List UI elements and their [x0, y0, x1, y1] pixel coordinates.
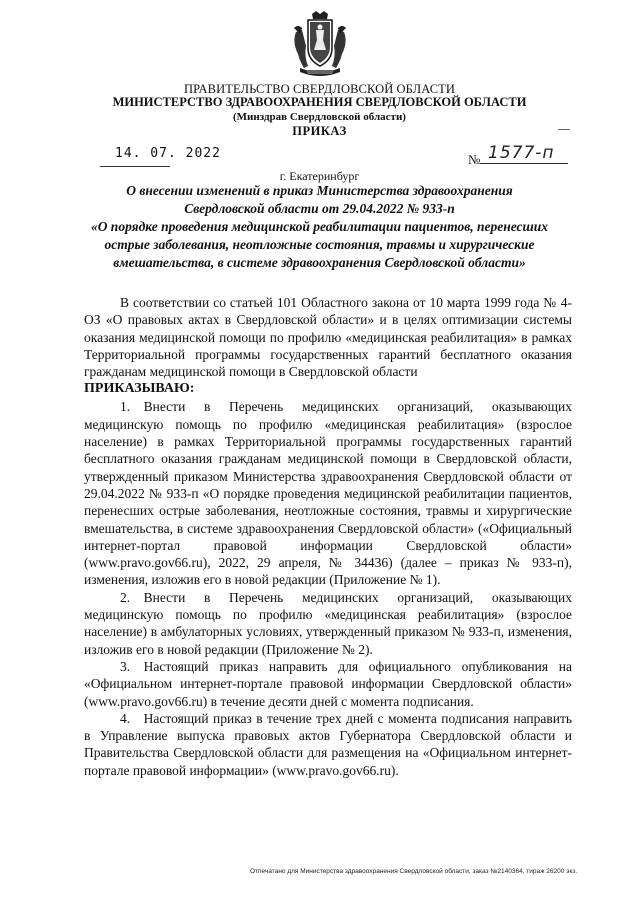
government-name: ПРАВИТЕЛЬСТВО СВЕРДЛОВСКОЙ ОБЛАСТИ	[183, 82, 456, 96]
city: г. Екатеринбург	[279, 169, 360, 183]
order-title	[0, 182, 639, 272]
coat-of-arms-emblem	[290, 10, 350, 80]
preamble-paragraph: В соответствии со статьей 101 Областного закона от 10 марта 1999 года № 4-ОЗ «О правовых актах в Свердловской области» и в целях оптимизации системы оказания медицинской помощи по профилю «медицинская реабилитация» в рамках Территориальной программы государственных гарантий бесплатного оказания гражданам медицинской помощи в Свердловской области	[84, 295, 572, 380]
number-underline	[480, 163, 568, 164]
title-line: Свердловской области от 29.04.2022 № 933-п	[184, 201, 455, 216]
title-line: О внесении изменений в приказ Министерства здравоохранения	[126, 183, 513, 198]
order-item: 3. Настоящий приказ направить для официального опубликования на «Официальном интернет-портале правовой информации Свердловской области» (www.pravo.gov66.ru) в течение десяти дней с момента подписания.	[84, 658, 572, 709]
order-date: 14. 07. 2022	[115, 146, 221, 161]
order-number: 1577-п	[488, 143, 555, 163]
print-footer: Отпечатано для Министерства здравоохранения Свердловской области, заказ №2140364, тираж 26200 экз.	[250, 868, 578, 875]
title-line: «О порядке проведения медицинской реабилитации пациентов, перенесших	[90, 219, 549, 234]
ministry-short-name: (Минздрав Свердловской области)	[233, 111, 406, 123]
number-label: №	[468, 152, 481, 167]
ministry-name: МИНИСТЕРСТВО ЗДРАВООХРАНЕНИЯ СВЕРДЛОВСКОЙ ОБЛАСТИ	[112, 95, 527, 109]
margin-mark	[558, 129, 570, 130]
order-item: 1. Внести в Перечень медицинских организаций, оказывающих медицинскую помощь по профилю «медицинская реабилитация» (взрослое население) в рамках Территориальной программы государственных гарантий бесплатного оказания гражданам медицинской помощи в Свердловской области, утвержденный приказом Министерства здравоохранения Свердловской области от 29.04.2022 № 933-п «О порядке проведения медицинской реабилитации пациентов, перенесших острые заболевания, неотложные состояния, травмы и хирургические вмешательства, в системе здравоохранения Свердловской области» («Официальный интернет-портал правовой информации Свердловской области» (www.pravo.gov66.ru), 2022, 29 апреля, № 34436) (далее – приказ № 933-п), изменения, изложив его в новой редакции (Приложение № 1).	[84, 399, 572, 588]
order-item: 4. Настоящий приказ в течение трех дней с момента подписания направить в Управление выпуска правовых актов Губернатора Свердловской области и Правительства Свердловской области для размещения на «Официальном интернет-портале правовой информации» (www.pravo.gov66.ru).	[84, 710, 572, 778]
order-body	[84, 294, 572, 779]
document-type: ПРИКАЗ	[292, 124, 347, 138]
order-word: ПРИКАЗЫВАЮ:	[84, 381, 195, 397]
title-line: острые заболевания, неотложные состояния, травмы и хирургические	[104, 237, 535, 252]
order-item: 2. Внести в Перечень медицинских организаций, оказывающих медицинскую помощь по профилю «медицинская реабилитация» (взрослое население) в амбулаторных условиях, утвержденный приказом № 933-п, изменения, изложив его в новой редакции (Приложение № 2).	[84, 589, 572, 657]
title-line: вмешательства, в системе здравоохранения Свердловской области»	[113, 255, 526, 270]
date-underline	[100, 166, 170, 167]
